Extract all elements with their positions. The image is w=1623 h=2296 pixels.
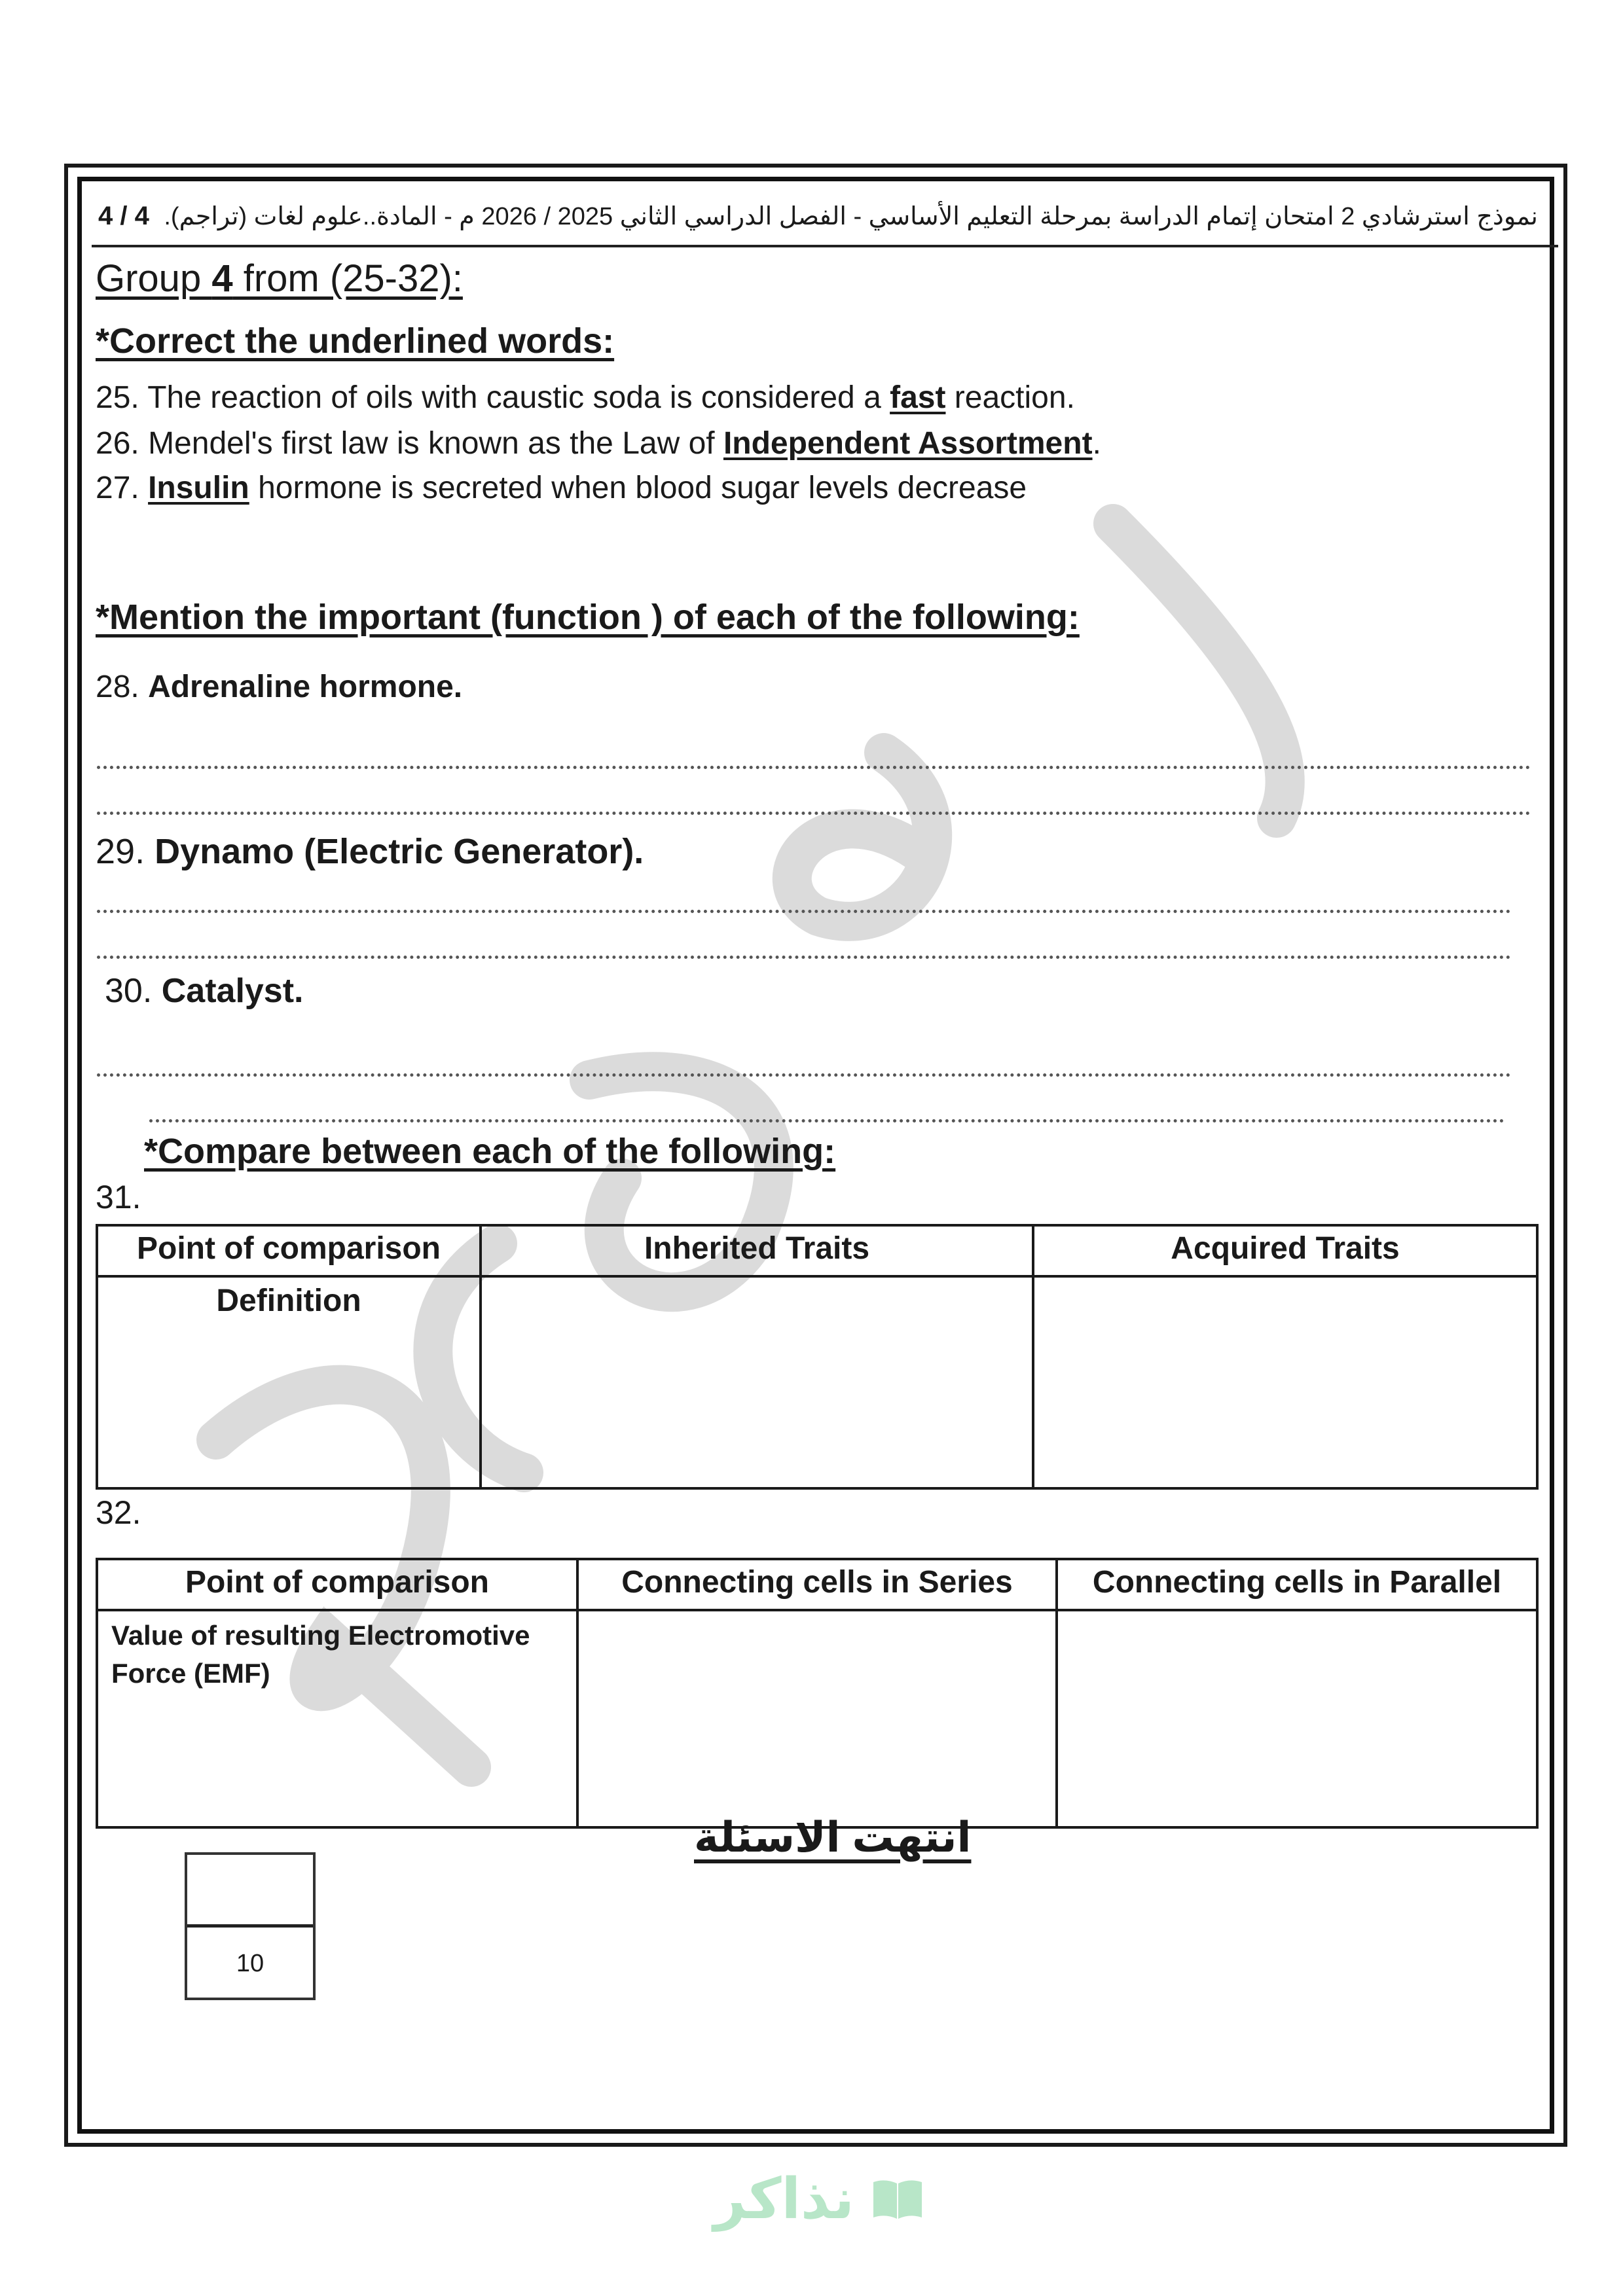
- question-25: 25. The reaction of oils with caustic soda is considered a fast reaction.: [96, 380, 1075, 415]
- book-icon: [871, 2178, 924, 2221]
- answer-line[interactable]: [97, 812, 1531, 815]
- row-label-definition: Definition: [97, 1276, 481, 1488]
- question-30: 30. Catalyst.: [105, 972, 304, 1010]
- comparison-table-32: [96, 1558, 1539, 1829]
- answer-cell-series[interactable]: [577, 1610, 1057, 1827]
- header-divider: [92, 245, 1558, 247]
- section-function-heading: *Mention the important (function ) of each of the following:: [96, 598, 1080, 637]
- table-header-cell: Point of comparison: [97, 1225, 481, 1276]
- answer-line[interactable]: [97, 956, 1511, 959]
- table-header-cell: Connecting cells in Parallel: [1057, 1559, 1537, 1610]
- answer-cell-parallel[interactable]: [1057, 1610, 1537, 1827]
- answer-line[interactable]: [97, 910, 1511, 913]
- table-header-cell: Point of comparison: [97, 1559, 577, 1610]
- comparison-table-31: [96, 1224, 1539, 1490]
- answer-cell-acquired[interactable]: [1033, 1276, 1537, 1488]
- answer-cell-inherited[interactable]: [481, 1276, 1033, 1488]
- score-input[interactable]: [187, 1855, 313, 1928]
- table-header-cell: Connecting cells in Series: [577, 1559, 1057, 1610]
- question-32-number: 32.: [96, 1494, 141, 1531]
- question-28: 28. Adrenaline hormone.: [96, 670, 463, 704]
- section-compare-heading: *Compare between each of the following:: [144, 1132, 836, 1171]
- page-number: 4 / 4: [98, 202, 149, 230]
- watermark-text: نذاكر: [714, 2168, 854, 2231]
- group-title: Group 4 from (25-32):: [96, 257, 463, 300]
- section-correct-heading: *Correct the underlined words:: [96, 321, 615, 361]
- table-header-cell: Acquired Traits: [1033, 1225, 1537, 1276]
- end-of-questions: انتهت الاسئلة: [694, 1814, 972, 1861]
- answer-line[interactable]: [97, 766, 1531, 769]
- question-27: 27. Insulin hormone is secreted when blood sugar levels decrease: [96, 471, 1027, 505]
- exam-header-title: نموذج استرشادي 2 امتحان إتمام الدراسة بمرحلة التعليم الأساسي - الفصل الدراسي الثاني 2025 / 2026 م - المادة..علوم لغات (تراجم).: [164, 203, 1538, 230]
- score-box: [185, 1852, 316, 2000]
- question-29: 29. Dynamo (Electric Generator).: [96, 832, 644, 871]
- question-26: 26. Mendel's first law is known as the Law of Independent Assortment.: [96, 426, 1101, 461]
- row-label-emf: Value of resulting Electromotive Force (EMF): [97, 1610, 577, 1827]
- table-header-cell: Inherited Traits: [481, 1225, 1033, 1276]
- answer-line[interactable]: [97, 1073, 1511, 1077]
- question-31-number: 31.: [96, 1179, 141, 1215]
- score-total: 10: [236, 1950, 264, 1977]
- answer-line[interactable]: [149, 1119, 1504, 1122]
